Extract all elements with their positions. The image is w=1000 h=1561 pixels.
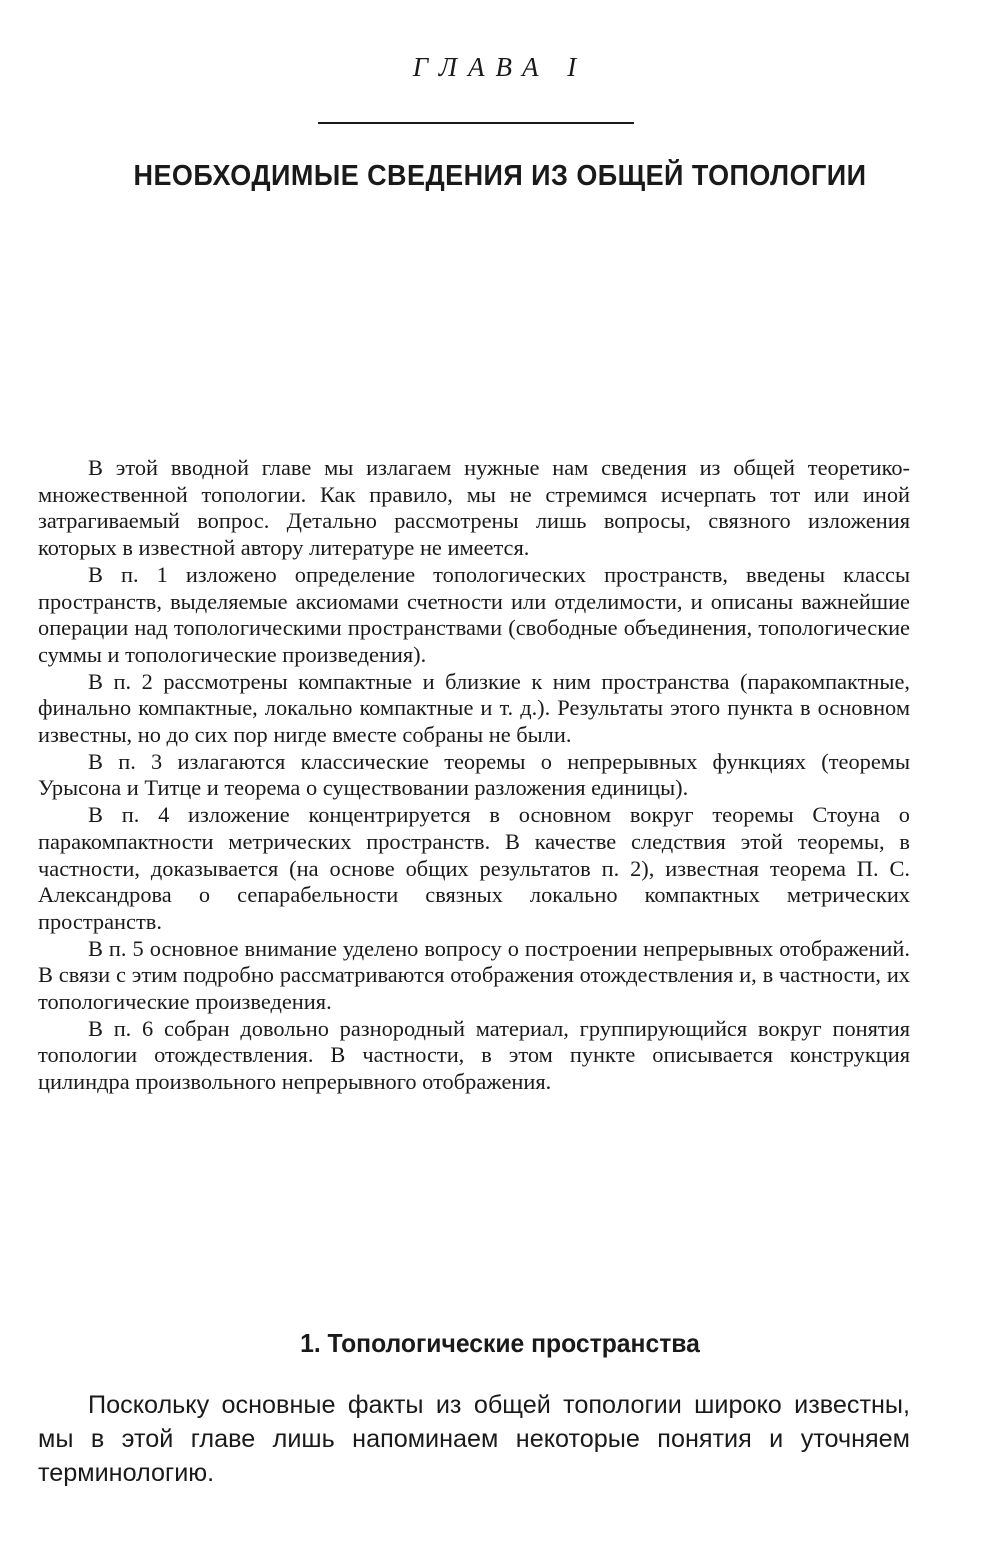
intro-paragraph: В п. 6 собран довольно разнородный материал, группирующийся вокруг понятия топологии отождествления. В частности, в этом пункте описывается конструкция цилиндра произвольного непрерывного отображения. bbox=[38, 1015, 910, 1095]
intro-paragraph: В п. 2 рассмотрены компактные и близкие к ним пространства (паракомпактные, финально компактные, локально компактные и т. д.). Результаты этого пункта в основном известны, но до сих пор нигде вместе собраны не были. bbox=[38, 668, 910, 748]
intro-paragraph: В п. 5 основное внимание уделено вопросу о построении непрерывных отображений. В связи с этим подробно рассматриваются отображения отождествления и, в частности, их топологические произведения. bbox=[38, 935, 910, 1015]
intro-paragraph: В этой вводной главе мы излагаем нужные нам сведения из общей теоретико-множественной топологии. Как правило, мы не стремимся исчерпать тот или иной затрагиваемый вопрос. Детально рассмотрены лишь вопросы, связного изложения которых в известной автору литературе не имеется. bbox=[38, 455, 910, 561]
chapter-title: НЕОБХОДИМЫЕ СВЕДЕНИЯ ИЗ ОБЩЕЙ ТОПОЛОГИИ bbox=[133, 160, 867, 192]
chapter-divider bbox=[318, 122, 634, 124]
chapter-label: ГЛАВА I bbox=[412, 52, 588, 82]
section-body bbox=[38, 1388, 910, 1490]
intro-paragraph: В п. 1 изложено определение топологических пространств, введены классы пространств, выделяемые аксиомами счетности или отделимости, и описаны важнейшие операции над топологическими пространствами (свободные объединения, топологические суммы и топологические произведения). bbox=[38, 561, 910, 667]
intro-paragraph: В п. 4 изложение концентрируется в основном вокруг теоремы Стоуна о паракомпактности метрических пространств. В качестве следствия этой теоремы, в частности, доказывается (на основе общих результатов п. 2), известная теорема П. С. Александрова о сепарабельности связных локально компактных метрических пространств. bbox=[38, 802, 910, 934]
section-title: 1. Топологические пространства bbox=[300, 1328, 700, 1358]
body-paragraph: Поскольку основные факты из общей топологии широко известны, мы в этой главе лишь напоминаем некоторые понятия и уточняем терминологию. bbox=[38, 1391, 910, 1487]
chapter-introduction bbox=[38, 455, 910, 1096]
intro-paragraph: В п. 3 излагаются классические теоремы о непрерывных функциях (теоремы Урысона и Титце и теорема о существовании разложения единицы). bbox=[38, 748, 910, 801]
